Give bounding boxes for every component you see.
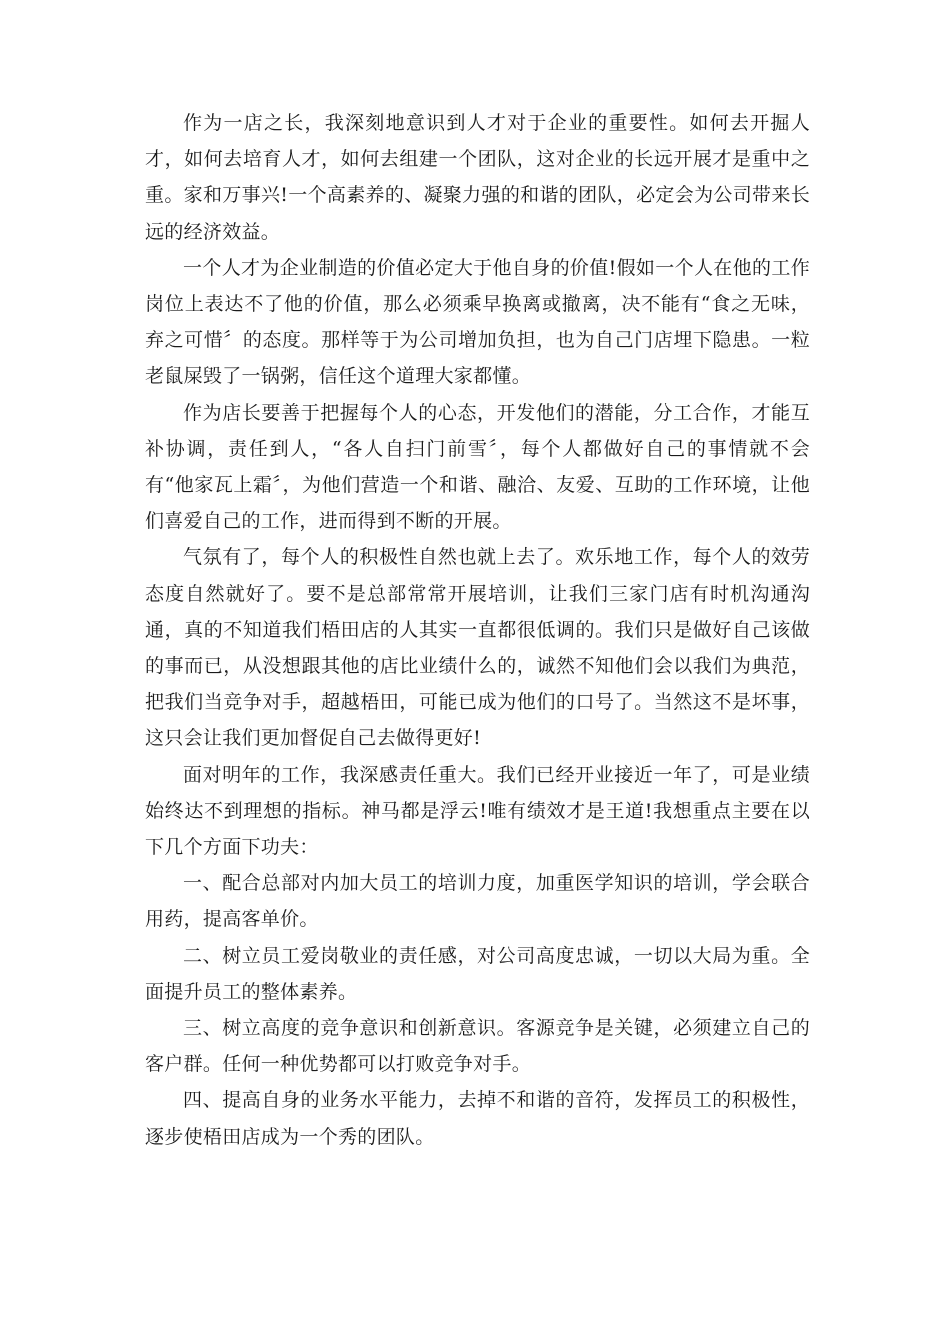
list-item-3: 三、树立高度的竞争意识和创新意识。客源竞争是关键，必须建立自己的客户群。任何一种优势都可以打败竞争对手。 bbox=[145, 1017, 810, 1076]
paragraph-talent-value: 一个人才为企业制造的价值必定大于他自身的价值!假如一个人在他的工作岗位上表达不了他的价值，那么必须乘早换离或撤离，决不能有“食之无味，弃之可惜〞的态度。那样等于为公司增加负担，也为自己门店埋下隐患。一粒老鼠屎毁了一锅粥，信任这个道理大家都懂。 bbox=[145, 256, 810, 388]
list-item-1: 一、配合总部对内加大员工的培训力度，加重医学知识的培训，学会联合用药，提高客单价。 bbox=[145, 872, 810, 931]
document-body bbox=[145, 105, 810, 1155]
paragraph-manager-role: 作为店长要善于把握每个人的心态，开发他们的潜能，分工合作，才能互补协调，责任到人，“各人自扫门前雪〞，每个人都做好自己的事情就不会有“他家瓦上霜〞，为他们营造一个和谐、融洽、友爱、互助的工作环境，让他们喜爱自己的工作，进而得到不断的开展。 bbox=[145, 401, 810, 533]
list-item-2: 二、树立员工爱岗敬业的责任感，对公司高度忠诚，一切以大局为重。全面提升员工的整体素养。 bbox=[145, 944, 810, 1003]
list-item-4: 四、提高自身的业务水平能力，去掉不和谐的音符，发挥员工的积极性，逐步使梧田店成为一个秀的团队。 bbox=[145, 1089, 810, 1148]
paragraph-atmosphere: 气氛有了，每个人的积极性自然也就上去了。欢乐地工作，每个人的效劳态度自然就好了。要不是总部常常开展培训，让我们三家门店有时机沟通沟通，真的不知道我们梧田店的人其实一直都很低调的。我们只是做好自己该做的事而已，从没想跟其他的店比业绩什么的，诚然不知他们会以我们为典范，把我们当竞争对手，超越梧田，可能已成为他们的口号了。当然这不是坏事，这只会让我们更加督促自己去做得更好! bbox=[145, 546, 810, 750]
paragraph-talent-importance: 作为一店之长，我深刻地意识到人才对于企业的重要性。如何去开掘人才，如何去培育人才，如何去组建一个团队，这对企业的长远开展才是重中之重。家和万事兴!一个高素养的、凝聚力强的和谐的团队，必定会为公司带来长远的经济效益。 bbox=[145, 112, 810, 243]
paragraph-next-year: 面对明年的工作，我深感责任重大。我们已经开业接近一年了，可是业绩始终达不到理想的指标。神马都是浮云!唯有绩效才是王道!我想重点主要在以下几个方面下功夫： bbox=[145, 763, 810, 859]
